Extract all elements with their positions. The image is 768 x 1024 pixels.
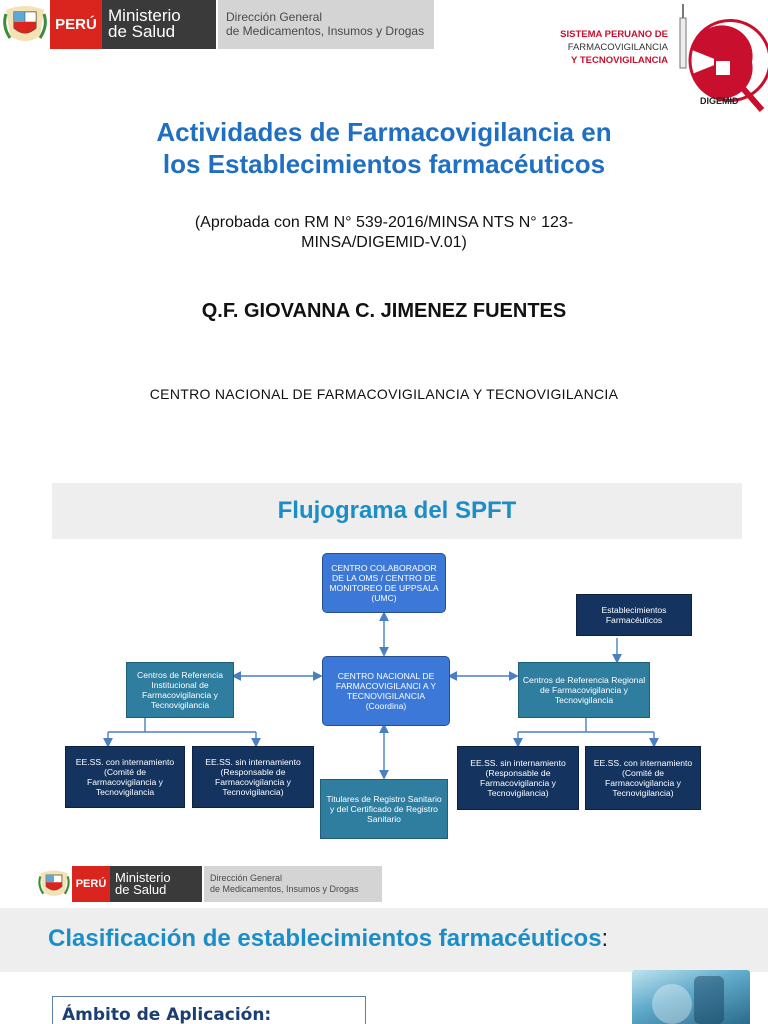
classification-title-text: Clasificación de establecimientos farmacéuticos [48,925,602,952]
coat-of-arms-icon [36,866,72,902]
ambito-box: Ámbito de Aplicación: [52,996,366,1024]
photo-glare [652,984,692,1024]
direction-line-1: Dirección General [210,873,283,883]
classification-colon: : [601,925,609,952]
title-line-2: los Establecimientos farmacéuticos [162,149,606,179]
subtitle [0,213,768,253]
photo-bottle [694,976,724,1024]
direction-line-2: de Medicamentos, Insumos y Drogas [226,24,425,38]
ministry-name [102,0,216,49]
ministry-line-2: de Salud [108,22,176,41]
subtitle-line-1: (Aprobada con RM N° 539-2016/MINSA NTS N° 123- [194,214,574,231]
node-eess-sin-right: EE.SS. sin internamiento (Responsable de Farmacovigilancia y Tecnovigilancia) [457,746,579,810]
ministry-name [110,866,202,902]
pharmacy-photo [632,970,750,1024]
author-name: Q.F. GIOVANNA C. JIMENEZ FUENTES [201,300,567,322]
peru-label: PERÚ [50,0,102,49]
node-eess-sin-left: EE.SS. sin internamiento (Responsable de Farmacovigilancia y Tecnovigilancia) [192,746,314,808]
page-title [0,116,768,180]
node-centro-nacional: CENTRO NACIONAL DE FARMACOVIGILANCI A Y TECNOVIGILANCIA (Coordina) [322,656,450,726]
spfv-text [560,28,668,67]
node-umc: CENTRO COLABORADOR DE LA OMS / CENTRO DE MONITOREO DE UPPSALA (UMC) [322,553,446,613]
node-eess-con-left: EE.SS. con internamiento (Comité de Farmacovigilancia y Tecnovigilancia [65,746,185,808]
spfv-line-3: Y TECNOVIGILANCIA [571,55,668,66]
spfv-line-2: FARMACOVIGILANCIA [567,42,668,53]
spfv-logo [540,0,768,120]
peru-label: PERÚ [72,866,110,902]
spfv-line-1: SISTEMA PERUANO DE [560,29,668,40]
direction-line-1: Dirección General [226,10,323,24]
direction-name [202,866,382,902]
ministry-line-2: de Salud [115,882,167,897]
direction-name [216,0,434,49]
coat-of-arms-icon [0,0,50,49]
direction-line-2: de Medicamentos, Insumos y Drogas [210,884,359,894]
center-name: CENTRO NACIONAL DE FARMACOVIGILANCIA Y TECNOVIGILANCIA [149,386,619,402]
node-establecimientos: Establecimientos Farmacéuticos [576,594,692,636]
node-titulares: Titulares de Registro Sanitario y del Certificado de Registro Sanitario [320,779,448,839]
classification-title [48,925,608,953]
title-line-1: Actividades de Farmacovigilancia en [156,117,612,147]
node-eess-con-right: EE.SS. con internamiento (Comité de Farmacovigilancia y Tecnovigilancia) [585,746,701,810]
ministry-line-1: Ministerio [108,6,181,25]
government-header [0,0,434,49]
digemid-label: DIGEMID [700,96,739,106]
flowchart-banner: Flujograma del SPFT [52,483,742,539]
ministry-line-1: Ministerio [115,870,171,885]
subtitle-line-2: MINSA/DIGEMID-V.01) [301,234,467,251]
government-header-small [36,866,382,902]
node-ref-regional: Centros de Referencia Regional de Farmacovigilancia y Tecnovigilancia [518,662,650,718]
node-ref-institucional: Centros de Referencia Institucional de Farmacovigilancia y Tecnovigilancia [126,662,234,718]
flowchart [60,548,710,844]
